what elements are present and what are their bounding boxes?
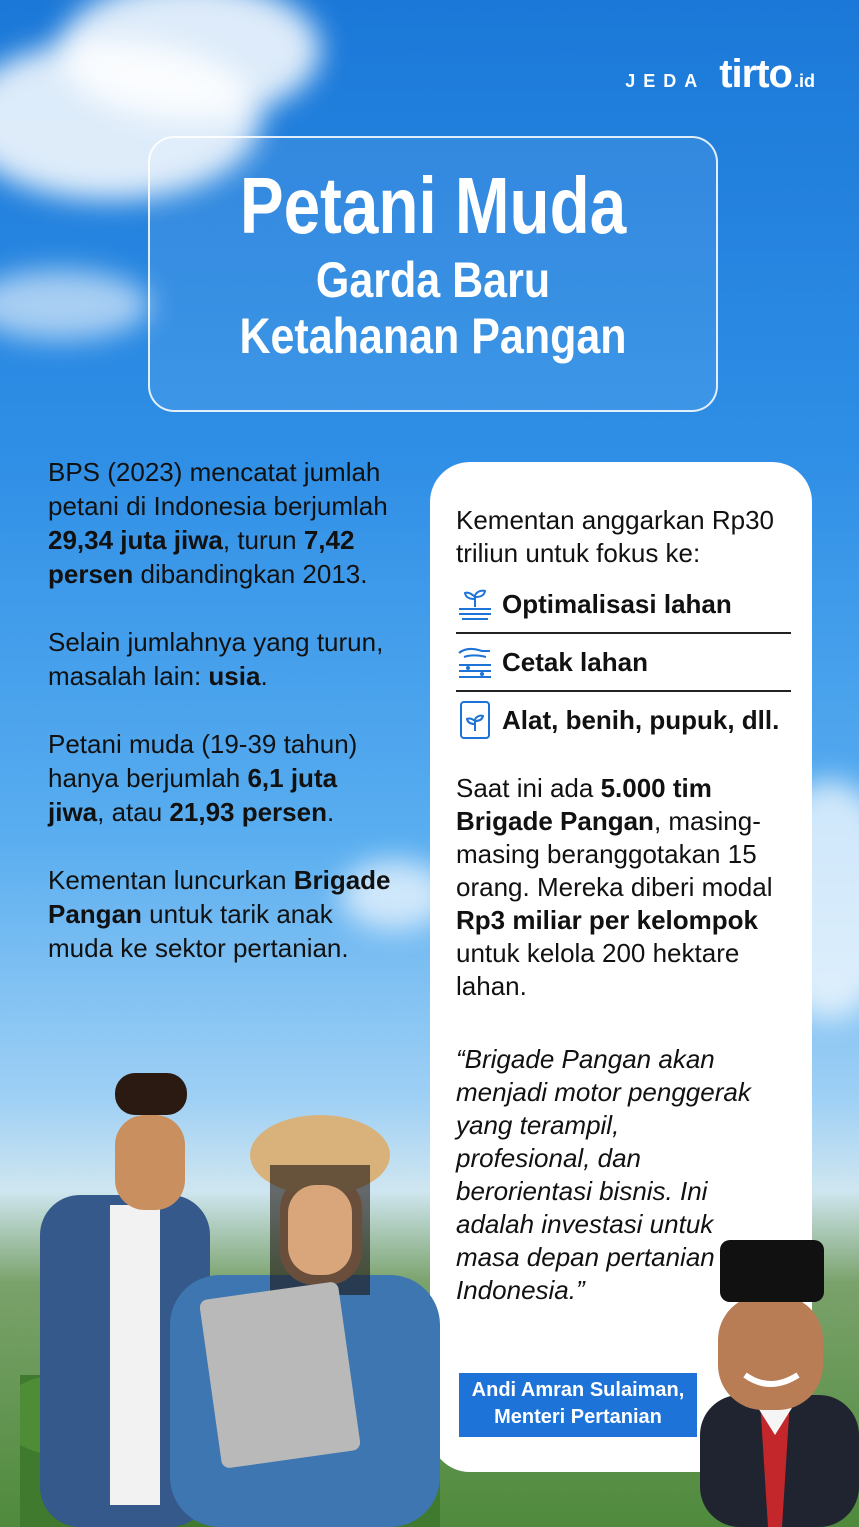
- brigade-paragraph: [456, 772, 791, 1003]
- paragraph-brigade: [48, 863, 398, 965]
- brand-prefix: JEDA: [625, 71, 706, 91]
- subtitle-line-1: Garda Baru: [315, 252, 551, 308]
- text: Selain jumlahnya yang turun, masalah lain:: [48, 627, 384, 691]
- page-title: Petani Muda: [239, 161, 627, 250]
- paragraph-young-farmers: [48, 727, 398, 829]
- text: Kementan luncurkan: [48, 865, 294, 895]
- text: , masing-masing beranggotakan 15 orang. Mereka diberi modal: [456, 806, 773, 902]
- highlight: 6,1 juta jiwa: [48, 763, 338, 827]
- subtitle-line-2: Ketahanan Pangan: [239, 308, 627, 364]
- paragraph-age: [48, 625, 398, 693]
- minister-photo: [690, 1235, 859, 1527]
- highlight: 21,93 persen: [169, 797, 327, 827]
- speaker-role: Menteri Pertanian: [494, 1406, 662, 1428]
- text: untuk kelola 200 hektare lahan.: [456, 938, 740, 1001]
- focus-item: [456, 692, 791, 748]
- highlight: 5.000 tim Brigade Pangan: [456, 773, 712, 836]
- text: BPS (2023) mencatat jumlah petani di Indonesia berjumlah: [48, 457, 388, 521]
- speaker-caption: [459, 1373, 697, 1437]
- text: untuk tarik anak muda ke sektor pertanian.: [48, 899, 349, 963]
- focus-label: Optimalisasi lahan: [502, 588, 732, 619]
- brand-name: tirto: [719, 52, 792, 96]
- text: , atau: [97, 797, 170, 827]
- hand-land-icon: [456, 641, 494, 683]
- highlight: Rp3 miliar per kelompok: [456, 905, 758, 935]
- focus-label: Cetak lahan: [502, 646, 648, 677]
- paragraph-bps: [48, 455, 398, 591]
- young-farmers-photo: [20, 1055, 440, 1527]
- text: Petani muda (19-39 tahun) hanya berjumlah: [48, 729, 358, 793]
- card-intro: Kementan anggarkan Rp30 triliun untuk fokus ke:: [456, 505, 775, 568]
- focus-label: Alat, benih, pupuk, dll.: [502, 704, 780, 735]
- focus-item: [456, 576, 791, 634]
- highlight: 29,34 juta jiwa: [48, 525, 223, 555]
- title-box: [148, 136, 718, 412]
- highlight: Brigade Pangan: [48, 865, 391, 929]
- cloud: [0, 270, 150, 340]
- text: .: [326, 797, 335, 827]
- focus-list: [456, 576, 791, 748]
- speaker-name: Andi Amran Sulaiman,: [471, 1379, 685, 1401]
- text: , turun: [222, 525, 304, 555]
- brand-suffix: .id: [794, 71, 815, 91]
- text: dibandingkan 2013.: [133, 559, 368, 589]
- text: .: [260, 661, 268, 691]
- highlight: usia: [208, 661, 261, 691]
- brand-logo: [625, 52, 815, 97]
- highlight: 7,42 persen: [48, 525, 355, 589]
- seed-bag-icon: [456, 699, 494, 741]
- minister-quote: “Brigade Pangan akan menjadi motor penggerak yang terampil, profesional, dan berorientasi bisnis. Ini adalah investasi untuk masa depan pertanian Indonesia.”: [456, 1044, 751, 1305]
- text: Saat ini ada: [456, 773, 601, 803]
- left-column: [48, 455, 398, 999]
- plant-soil-icon: [456, 583, 494, 625]
- focus-item: [456, 634, 791, 692]
